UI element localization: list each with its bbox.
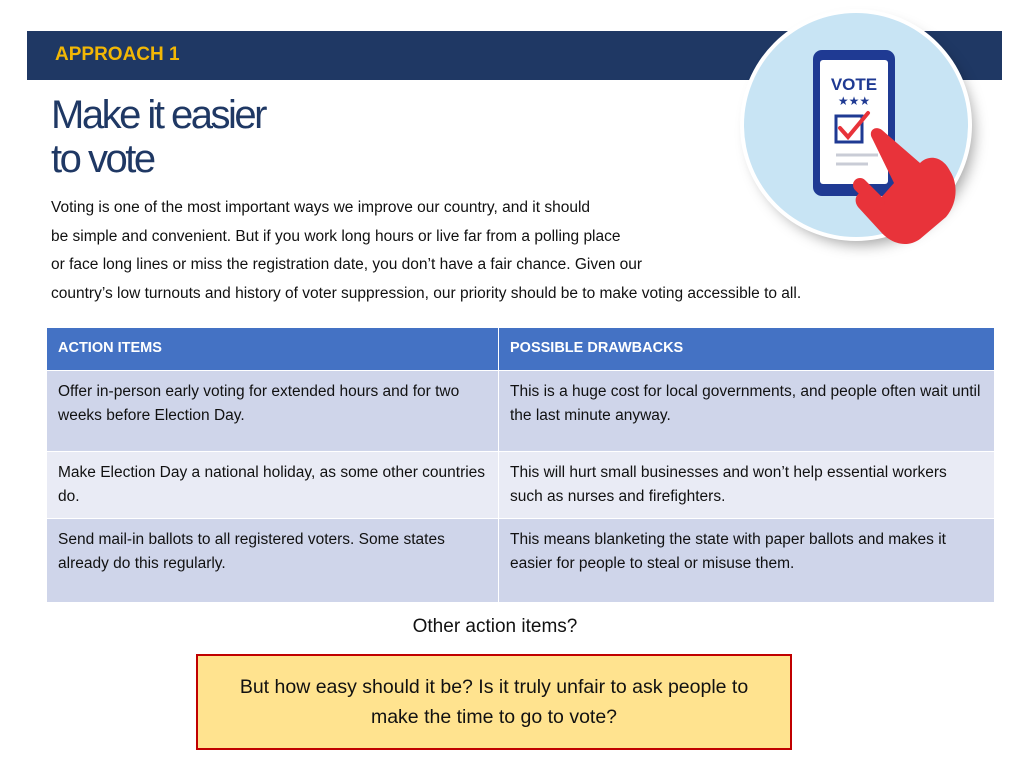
drawback-cell: This means blanketing the state with paper ballots and makes it easier for people to steal or misuse them. [499,519,995,603]
intro-line: Voting is one of the most important ways we improve our country, and it should [51,199,591,216]
intro-line: be simple and convenient. But if you work long hours or live far from a polling place [51,227,621,245]
phone-stars: ★★★ [837,94,871,108]
intro-line: or face long lines or miss the registration date, you don’t have a fair chance. Given our [51,256,643,274]
action-cell: Send mail-in ballots to all registered voters. Some states already do this regularly. [47,519,499,603]
title-line-1: Make it easier [51,93,265,137]
intro-line: country’s low turnouts and history of voter suppression, our priority should be to make voting accessible to all. [51,285,802,303]
section-label: APPROACH 1 [55,44,180,65]
table-header-row [47,328,995,371]
drawback-cell: This will hurt small businesses and won’t help essential workers such as nurses and firefighters. [499,452,995,519]
phone-vote-icon [744,13,994,263]
action-cell: Offer in-person early voting for extended hours and for two weeks before Election Day. [47,371,499,452]
phone-vote-label: VOTE [830,75,878,94]
question-text: But how easy should it be? Is it truly unfair to ask people to make the time to go to vote? [239,676,749,728]
action-cell: Make Election Day a national holiday, as some other countries do. [47,452,499,519]
table-row [47,519,995,603]
action-drawback-table [46,327,995,603]
title-line-2: to vote [51,137,154,181]
other-action-items-prompt: Other action items? [412,616,578,637]
drawback-cell: This is a huge cost for local governments, and people often wait until the last minute anyway. [499,371,995,452]
table-row [47,452,995,519]
table-row [47,371,995,452]
page-title [51,93,265,181]
header-action-items: ACTION ITEMS [47,328,499,371]
header-possible-drawbacks: POSSIBLE DRAWBACKS [499,328,995,371]
question-callout [196,654,792,750]
